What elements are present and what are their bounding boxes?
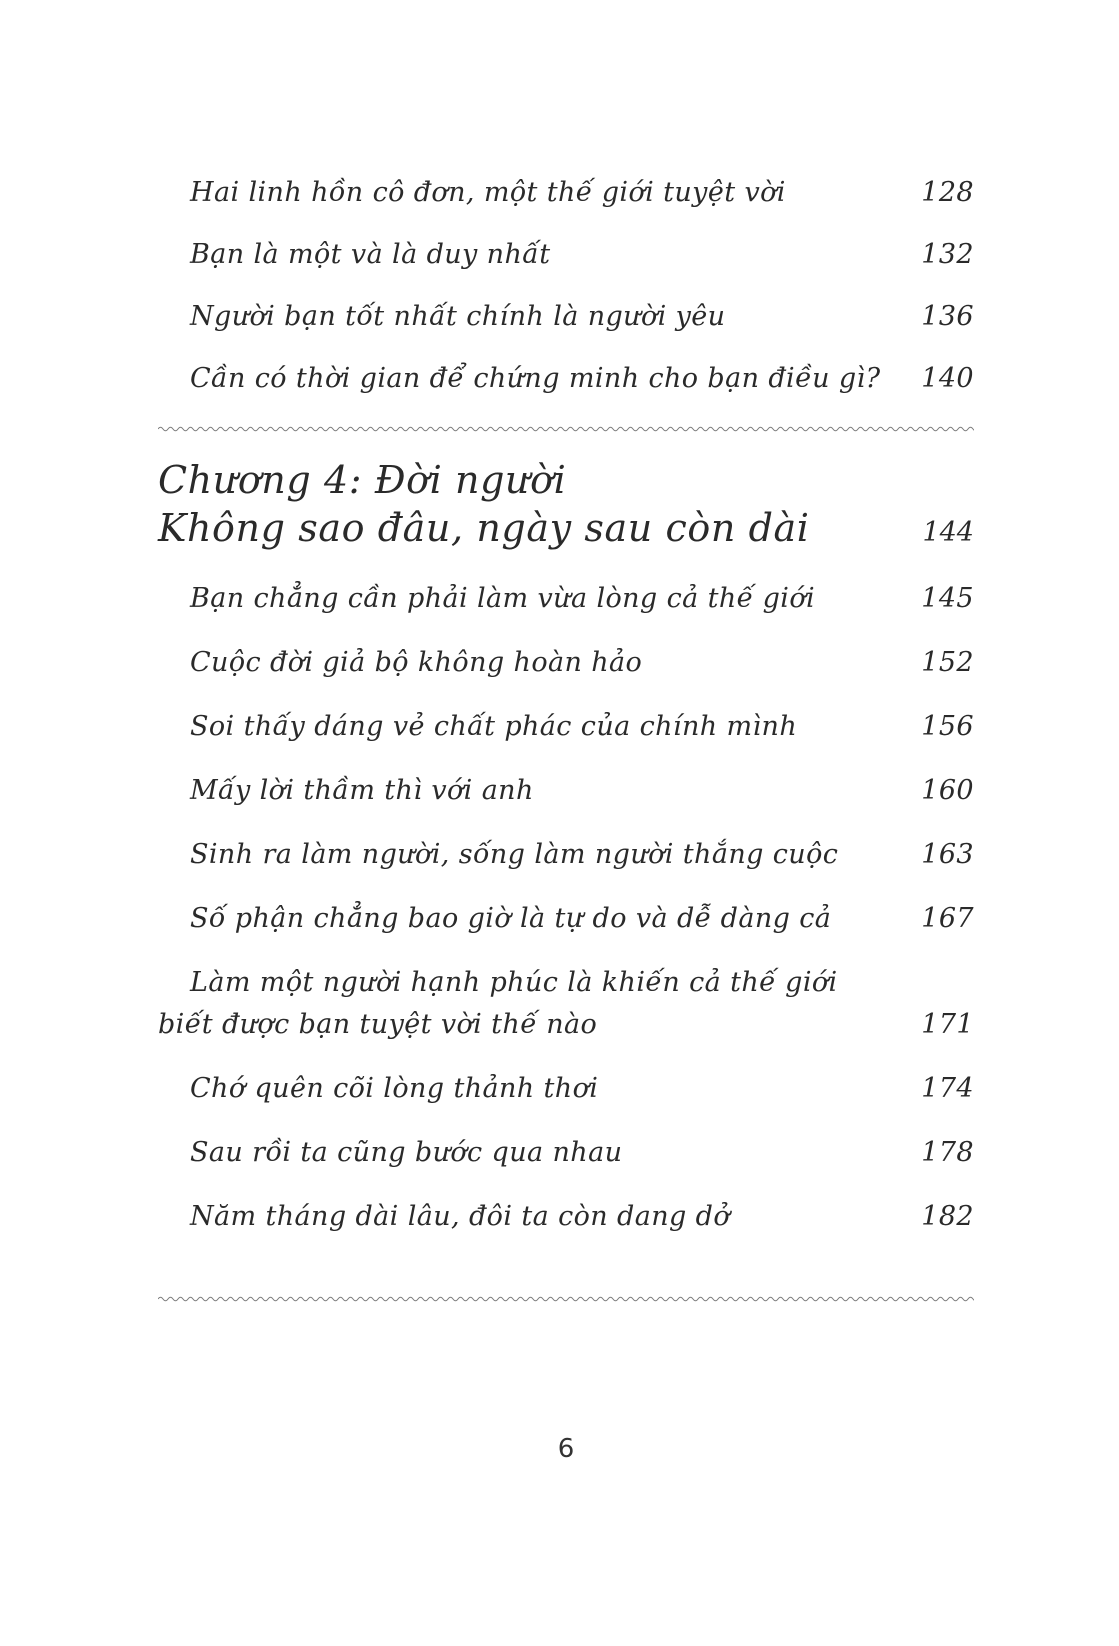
toc-entry [158,1200,974,1234]
entry-title: Chớ quên cõi lòng thảnh thơi [190,1073,599,1104]
toc-section-1 [158,176,974,396]
entry-page-number: 171 [921,1009,974,1040]
entry-page-number: 182 [921,1201,974,1232]
page-number: 6 [557,1434,575,1464]
toc-content [158,0,974,1466]
entry-page-number: 160 [921,775,974,806]
entry-title-row2 [158,1008,974,1042]
toc-entry [158,300,974,334]
entry-title: Sinh ra làm người, sống làm người thắng cuộc [190,839,839,870]
entry-title: Soi thấy dáng vẻ chất phác của chính mình [190,711,798,742]
entry-title: Cần có thời gian để chứng minh cho bạn điều gì? [190,363,881,394]
chapter-title-line2: Không sao đâu, ngày sau còn dài [158,506,810,550]
entry-title-line2: biết được bạn tuyệt vời thế nào [158,1009,598,1040]
entry-title: Cuộc đời giả bộ không hoàn hảo [190,647,643,678]
toc-entry [158,646,974,680]
chapter-heading [158,456,974,552]
entry-page-number: 136 [921,301,974,332]
toc-entry [158,774,974,808]
entry-page-number: 152 [921,647,974,678]
toc-entry [158,1136,974,1170]
entry-title: Số phận chẳng bao giờ là tự do và dễ dàng cả [190,903,832,934]
entry-page-number: 174 [921,1073,974,1104]
entry-title: Hai linh hồn cô đơn, một thế giới tuyệt vời [190,177,786,208]
entry-title: Bạn là một và là duy nhất [190,239,551,270]
entry-title: Năm tháng dài lâu, đôi ta còn dang dở [190,1201,730,1232]
toc-entry [158,902,974,936]
wavy-divider [158,424,974,432]
entry-page-number: 156 [921,711,974,742]
chapter-title-line1: Chương 4: Đời người [158,458,567,502]
toc-entry [158,838,974,872]
entry-page-number: 132 [921,239,974,270]
chapter-title-row [158,504,974,552]
toc-section-2 [158,582,974,1234]
entry-title-line1: Làm một người hạnh phúc là khiến cả thế giới [190,967,838,998]
toc-entry [158,1072,974,1106]
entry-page-number: 128 [921,177,974,208]
toc-entry-two-line [158,966,974,1042]
toc-entry [158,176,974,210]
wavy-divider [158,1294,974,1302]
entry-title: Bạn chẳng cần phải làm vừa lòng cả thế giới [190,583,816,614]
entry-page-number: 167 [921,903,974,934]
entry-page-number: 163 [921,839,974,870]
entry-page-number: 178 [921,1137,974,1168]
entry-title: Sau rồi ta cũng bước qua nhau [190,1137,623,1168]
toc-entry [158,362,974,396]
toc-entry [158,238,974,272]
chapter-page-number: 144 [922,517,974,548]
entry-page-number: 140 [921,363,974,394]
toc-entry [158,582,974,616]
entry-page-number: 145 [921,583,974,614]
entry-title: Người bạn tốt nhất chính là người yêu [190,301,726,332]
toc-entry [158,710,974,744]
entry-title: Mấy lời thầm thì với anh [190,775,534,806]
